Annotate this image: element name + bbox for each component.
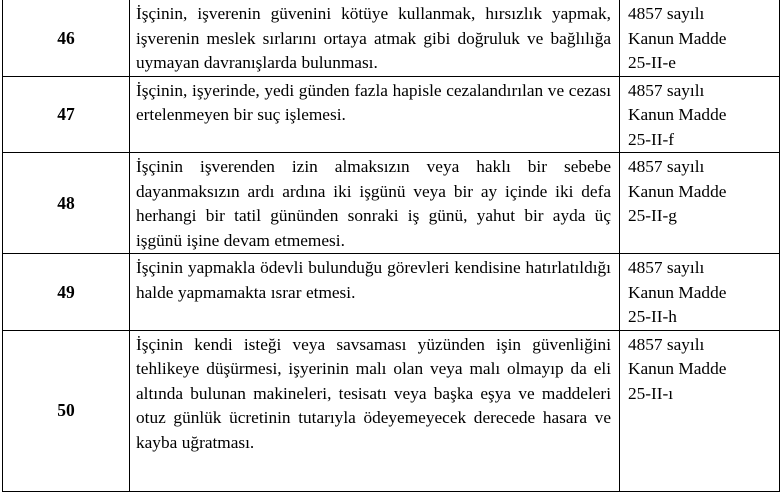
reference-line: 4857 sayılı: [628, 4, 705, 23]
row-reference: [620, 76, 780, 153]
reference-line: 4857 sayılı: [628, 80, 705, 100]
row-reference: [620, 330, 780, 491]
row-number: 48: [3, 153, 130, 254]
reference-line: Kanun Madde: [628, 181, 727, 201]
reference-line: 25-II-h: [628, 307, 677, 326]
table-row: [3, 330, 780, 491]
reference-line: Kanun Madde: [628, 359, 727, 378]
reference-line: 4857 sayılı: [628, 258, 705, 277]
reference-line: 4857 sayılı: [628, 157, 705, 176]
row-description: İşçinin yapmakla ödevli bulunduğu görevleri kendisine hatırlatıldığı halde yapmamakta ısrar etmesi.: [130, 254, 620, 331]
row-reference: [620, 0, 780, 76]
reference-line: 25-II-g: [628, 206, 677, 225]
row-number: 49: [3, 254, 130, 331]
reference-line: 25-II-f: [628, 129, 675, 149]
row-reference: [620, 254, 780, 331]
row-description: İşçinin, işyerinde, yedi günden fazla hapisle cezalandırılan ve cezası ertelenmeyen bir suç işlemesi.: [130, 76, 620, 153]
reference-line: 25-II-e: [628, 53, 676, 72]
row-number: 47: [3, 76, 130, 153]
reference-line: Kanun Madde: [628, 282, 727, 302]
row-description: İşçinin kendi isteği veya savsaması yüzünden işin güvenliğini tehlikeye düşürmesi, işyerinin malı olan veya malı olmayıp da eli altında bulunan makineleri, tesisatı veya başka eşya ve maddeleri otuz günlük ücretinin tutarıyla ödeyemeyecek derecede hasara ve kayba uğratması.: [130, 330, 620, 491]
table-row: [3, 153, 780, 254]
row-description: İşçinin işverenden izin almaksızın veya haklı bir sebebe dayanmaksızın ardı ardına iki işgünü veya bir ay içinde iki defa herhangi bir tatil gününden sonraki iş günü, yahut bir ayda üç işgünü işine devam etmemesi.: [130, 153, 620, 254]
reference-line: 25-II-ı: [628, 383, 674, 403]
reference-line: Kanun Madde: [628, 28, 727, 48]
table-row: [3, 0, 780, 76]
table-row: [3, 76, 780, 153]
row-description: İşçinin, işverenin güvenini kötüye kullanmak, hırsızlık yapmak, işverenin meslek sırlarını ortaya atmak gibi doğruluk ve bağlılığa uymayan davranışlarda bulunması.: [130, 0, 620, 76]
row-reference: [620, 153, 780, 254]
reference-line: 4857 sayılı: [628, 334, 705, 354]
table-row: [3, 254, 780, 331]
violations-table: [2, 0, 780, 492]
row-number: 50: [3, 330, 130, 491]
row-number: 46: [3, 0, 130, 76]
reference-line: Kanun Madde: [628, 105, 727, 124]
